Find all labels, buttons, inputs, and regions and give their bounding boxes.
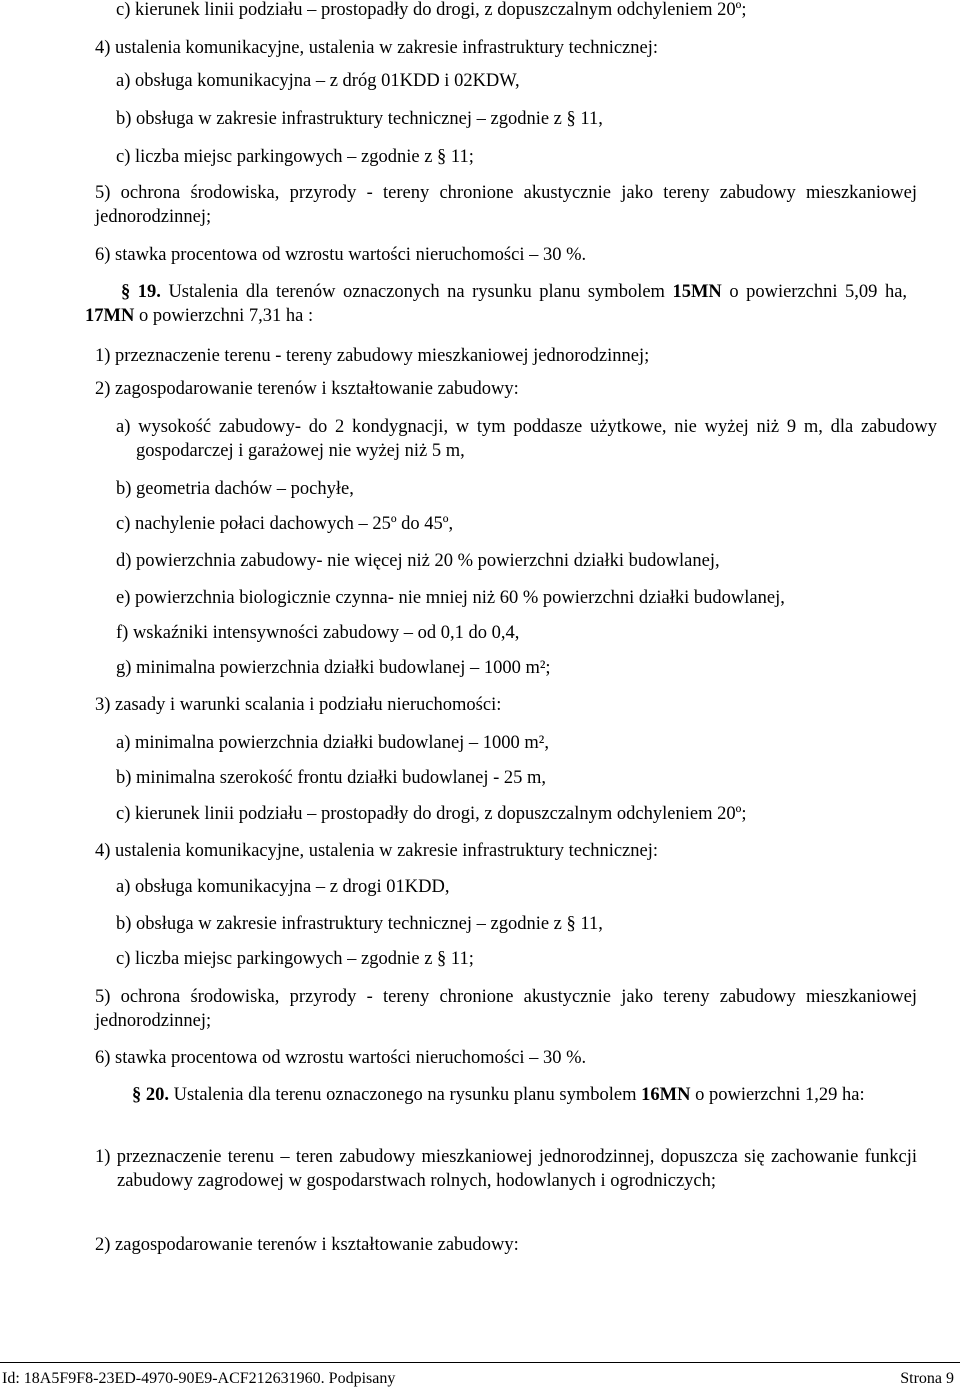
section-text: Ustalenia dla terenu oznaczonego na rysunku planu symbolem [173,1085,637,1105]
text-line: 4) ustalenia komunikacyjne, ustalenia w zakresie infrastruktury technicznej: [95,38,659,58]
text-line: a) minimalna powierzchnia działki budowlanej – 1000 m², [116,733,549,753]
text-line: 4) ustalenia komunikacyjne, ustalenia w zakresie infrastruktury technicznej: [95,841,659,861]
text-line: c) kierunek linii podziału – prostopadły do drogi, z dopuszczalnym odchyleniem 20º; [116,804,747,824]
text-line: c) liczba miejsc parkingowych – zgodnie z § 11; [116,147,474,167]
text-line: b) obsługa w zakresie infrastruktury technicznej – zgodnie z § 11, [116,109,603,129]
text-line: c) kierunek linii podziału – prostopadły do drogi, z dopuszczalnym odchyleniem 20º; [116,0,747,20]
symbol: 16MN [641,1085,691,1105]
symbol: 15MN [672,282,722,302]
text-line: a) obsługa komunikacyjna – z dróg 01KDD i 02KDW, [116,71,520,91]
section-20-heading [85,1083,917,1107]
section-number: § 20. [132,1085,169,1105]
paragraph [95,181,917,229]
text-line: f) wskaźniki intensywności zabudowy – od 0,1 do 0,4, [116,623,520,643]
section-number: § 19. [121,282,161,302]
text-line: d) powierzchnia zabudowy- nie więcej niż 20 % powierzchni działki budowlanej, [116,551,720,571]
section-text: o powierzchni 7,31 ha : [138,306,314,326]
paragraph-text: 1) przeznaczenie terenu – teren zabudowy mieszkaniowej jednorodzinnej, dopuszcza się zachowanie funkcji zabudowy zagrodowej w gospodarstwach rolnych, hodowlanych i ogrodniczych; [95,1147,917,1191]
text-line: g) minimalna powierzchnia działki budowlanej – 1000 m²; [116,658,551,678]
paragraph [95,985,917,1033]
text-line: c) nachylenie połaci dachowych – 25º do 45º, [116,514,454,534]
page-footer [0,1362,960,1391]
text-line: c) liczba miejsc parkingowych – zgodnie z § 11; [116,949,474,969]
paragraph [116,415,937,463]
text-line: b) geometria dachów – pochyłe, [116,479,354,499]
text-line: 3) zasady i warunki scalania i podziału nieruchomości: [95,695,502,715]
section-19-heading [85,280,907,328]
paragraph-text: 5) ochrona środowiska, przyrody - tereny chronione akustycznie jako tereny zabudowy mieszkaniowej jednorodzinnej; [95,183,917,227]
text-line: 6) stawka procentowa od wzrostu wartości nieruchomości – 30 %. [95,1048,587,1068]
section-text: Ustalenia dla terenów oznaczonych na rysunku planu symbolem [168,282,665,302]
paragraph [95,1145,917,1193]
section-text: o powierzchni 5,09 ha, [729,282,908,302]
text-line: 2) zagospodarowanie terenów i kształtowanie zabudowy: [95,1235,519,1255]
text-line: b) minimalna szerokość frontu działki budowlanej - 25 m, [116,768,547,788]
document-id: Id: 18A5F9F8-23ED-4970-90E9-ACF212631960. Podpisany [2,1370,396,1387]
paragraph-text: a) wysokość zabudowy- do 2 kondygnacji, w tym poddasze użytkowe, nie wyżej niż 9 m, dla zabudowy gospodarczej i garażowej nie wyżej niż 5 m, [116,417,937,461]
text-line: a) obsługa komunikacyjna – z drogi 01KDD, [116,877,450,897]
symbol: 17MN [85,306,135,326]
text-line: 1) przeznaczenie terenu - tereny zabudowy mieszkaniowej jednorodzinnej; [95,346,650,366]
text-line: e) powierzchnia biologicznie czynna- nie mniej niż 60 % powierzchni działki budowlanej, [116,588,785,608]
text-line: b) obsługa w zakresie infrastruktury technicznej – zgodnie z § 11, [116,914,603,934]
text-line: 2) zagospodarowanie terenów i kształtowanie zabudowy: [95,379,519,399]
paragraph-text: 5) ochrona środowiska, przyrody - tereny chronione akustycznie jako tereny zabudowy mieszkaniowej jednorodzinnej; [95,987,917,1031]
page-number: Strona 9 [900,1370,954,1387]
section-text: o powierzchni 1,29 ha: [695,1085,865,1105]
text-line: 6) stawka procentowa od wzrostu wartości nieruchomości – 30 %. [95,245,587,265]
